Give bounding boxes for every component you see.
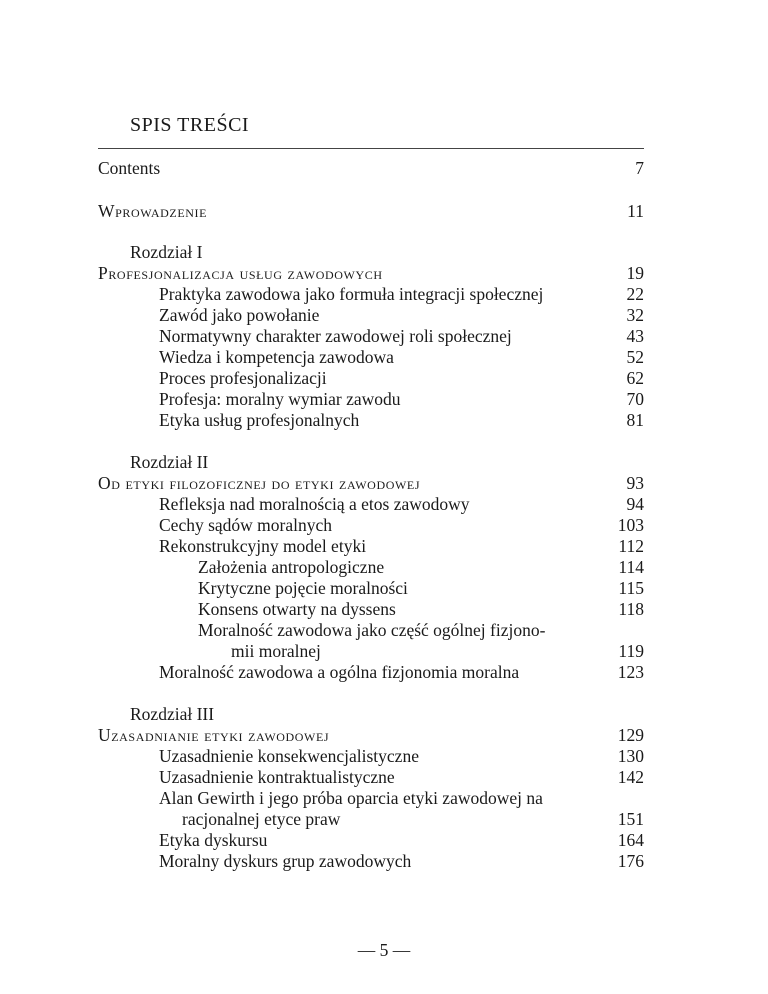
toc-entry[interactable] xyxy=(0,850,768,872)
toc-subentry[interactable] xyxy=(0,556,768,578)
toc-entry[interactable] xyxy=(0,787,768,809)
toc-entry-page: 118 xyxy=(618,599,644,619)
toc-entry[interactable] xyxy=(0,346,768,368)
toc-entry-title: Konsens otwarty na dyssens xyxy=(198,599,396,619)
toc-entry-title: Normatywny charakter zawodowej roli społecznej xyxy=(159,326,512,346)
toc-entry[interactable] xyxy=(0,283,768,305)
toc-entry[interactable] xyxy=(0,745,768,767)
toc-entry-title: Rekonstrukcyjny model etyki xyxy=(159,536,367,556)
page-number: — 5 — xyxy=(357,940,411,960)
toc-entry[interactable] xyxy=(0,493,768,515)
toc-entry-page: 11 xyxy=(627,201,644,221)
toc-entry-title: Uzasadnienie konsekwencjalistyczne xyxy=(159,746,419,766)
toc-entry-page: 81 xyxy=(626,410,644,430)
toc-entry-title: Alan Gewirth i jego próba oparcia etyki zawodowej na xyxy=(159,788,543,808)
chapter-label: Rozdział III xyxy=(130,704,215,724)
chapter-title[interactable] xyxy=(0,262,768,284)
toc-entry-page: 142 xyxy=(617,767,644,787)
toc-entry-title: Etyka dyskursu xyxy=(159,830,268,850)
toc-entry-title: Krytyczne pojęcie moralności xyxy=(198,578,408,598)
toc-entry[interactable] xyxy=(0,325,768,347)
toc-entry-title-continued: mii moralnej xyxy=(231,641,321,661)
toc-entry-page: 43 xyxy=(626,326,644,346)
toc-entry-title: Cechy sądów moralnych xyxy=(159,515,333,535)
toc-entry[interactable] xyxy=(0,766,768,788)
toc-entry-page: 19 xyxy=(626,263,644,283)
toc-entry-page: 123 xyxy=(617,662,644,682)
toc-entry[interactable] xyxy=(0,304,768,326)
toc-entry-title: Uzasadnienie kontraktualistyczne xyxy=(159,767,395,787)
toc-entry-title: Wiedza i kompetencja zawodowa xyxy=(159,347,394,367)
toc-entry-continuation[interactable] xyxy=(0,808,768,830)
toc-entry-page: 114 xyxy=(618,557,644,577)
chapter-title[interactable] xyxy=(0,472,768,494)
toc-entry[interactable] xyxy=(0,829,768,851)
toc-entry[interactable] xyxy=(0,388,768,410)
toc-entry-title: Zawód jako powołanie xyxy=(159,305,320,325)
chapter-label: Rozdział I xyxy=(130,242,203,262)
toc-entry-page: 22 xyxy=(626,284,644,304)
toc-entry-title: Etyka usług profesjonalnych xyxy=(159,410,360,430)
toc-entry-title: Proces profesjonalizacji xyxy=(159,368,327,388)
toc-entry-page: 70 xyxy=(626,389,644,409)
toc-entry[interactable] xyxy=(0,367,768,389)
toc-entry-page: 112 xyxy=(618,536,644,556)
toc-entry-page: 62 xyxy=(626,368,644,388)
toc-entry-title: Wprowadzenie xyxy=(98,201,208,221)
toc-entry-page: 129 xyxy=(617,725,644,745)
toc-entry-page: 7 xyxy=(635,158,644,178)
toc-entry-title: Założenia antropologiczne xyxy=(198,557,385,577)
toc-entry-title: Contents xyxy=(98,158,161,178)
toc-subentry[interactable] xyxy=(0,598,768,620)
toc-entry-page: 103 xyxy=(617,515,644,535)
toc-entry-page: 164 xyxy=(617,830,644,850)
toc-entry-contents[interactable] xyxy=(0,157,768,179)
toc-entry[interactable] xyxy=(0,535,768,557)
toc-entry[interactable] xyxy=(0,514,768,536)
toc-subentry[interactable] xyxy=(0,577,768,599)
toc-entry-introduction[interactable] xyxy=(0,200,768,222)
toc-entry-page: 176 xyxy=(617,851,644,871)
toc-entry-title: Profesja: moralny wymiar zawodu xyxy=(159,389,401,409)
toc-entry-page: 119 xyxy=(618,641,644,661)
toc-entry-page: 52 xyxy=(626,347,644,367)
toc-subentry[interactable] xyxy=(0,619,768,641)
toc-entry-title: Uzasadnianie etyki zawodowej xyxy=(98,725,330,745)
page-title: SPIS TREŚCI xyxy=(130,114,250,136)
toc-entry-title: Moralność zawodowa a ogólna fizjonomia moralna xyxy=(159,662,520,682)
toc-entry-title: Moralny dyskurs grup zawodowych xyxy=(159,851,412,871)
chapter-label: Rozdział II xyxy=(130,452,209,472)
toc-subentry-continuation[interactable] xyxy=(0,640,768,662)
toc-entry-title: Refleksja nad moralnością a etos zawodowy xyxy=(159,494,470,514)
divider xyxy=(98,148,644,149)
toc-entry-title: Moralność zawodowa jako część ogólnej fizjono- xyxy=(198,620,546,640)
toc-entry-title: Od etyki filozoficznej do etyki zawodowej xyxy=(98,473,421,493)
toc-entry-page: 151 xyxy=(617,809,644,829)
toc-entry[interactable] xyxy=(0,409,768,431)
toc-entry-page: 94 xyxy=(626,494,644,514)
chapter-title[interactable] xyxy=(0,724,768,746)
toc-entry[interactable] xyxy=(0,661,768,683)
toc-entry-title: Profesjonalizacja usług zawodowych xyxy=(98,263,383,283)
toc-entry-page: 130 xyxy=(617,746,644,766)
toc-entry-page: 115 xyxy=(618,578,644,598)
toc-entry-page: 32 xyxy=(626,305,644,325)
toc-entry-title-continued: racjonalnej etyce praw xyxy=(182,809,341,829)
toc-entry-title: Praktyka zawodowa jako formuła integracji społecznej xyxy=(159,284,544,304)
toc-entry-page: 93 xyxy=(626,473,644,493)
